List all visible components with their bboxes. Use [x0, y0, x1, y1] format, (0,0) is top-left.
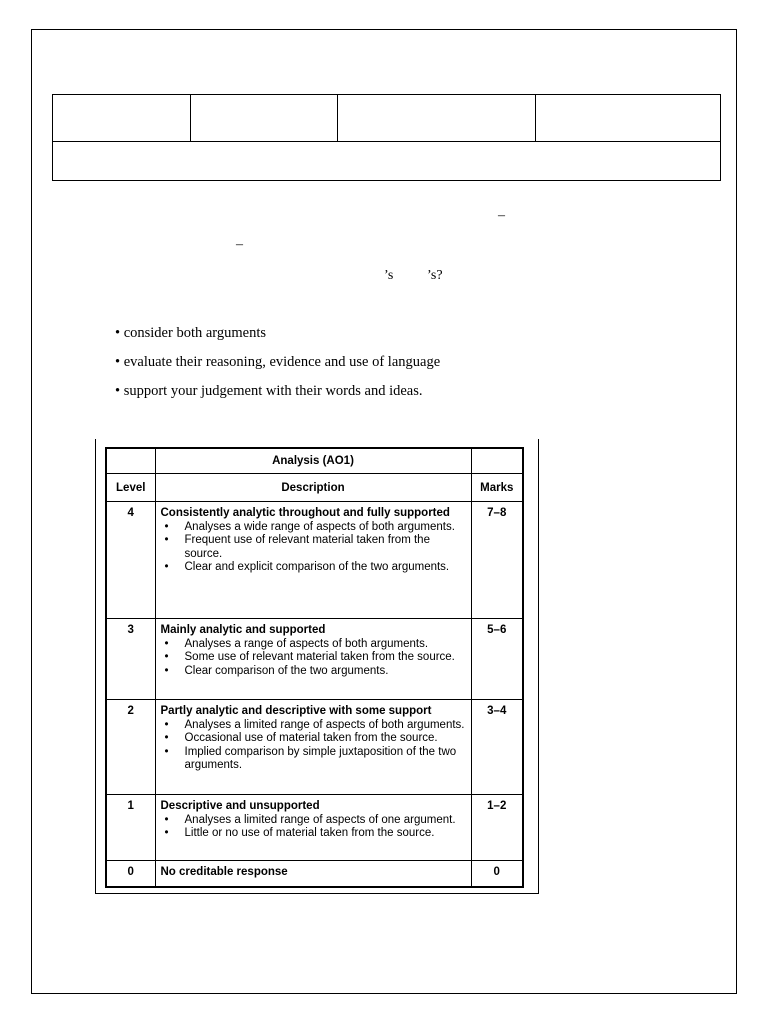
marks-cell: 5–6	[471, 619, 523, 700]
header-cell-3	[338, 95, 536, 142]
marks-cell: 3–4	[471, 700, 523, 795]
level-descriptor-title: Partly analytic and descriptive with some support	[160, 705, 432, 717]
table-row	[106, 502, 523, 619]
table-row	[106, 795, 523, 861]
level-cell: 3	[106, 619, 155, 700]
level-cell: 4	[106, 502, 155, 619]
table-title: Analysis (AO1)	[155, 448, 471, 474]
level-descriptor-title: Mainly analytic and supported	[160, 624, 326, 636]
blank-header-cell	[471, 448, 523, 474]
description-cell	[155, 619, 471, 700]
criteria-list	[161, 521, 467, 575]
mark-scheme-table	[105, 447, 524, 888]
header-cell-2	[191, 95, 338, 142]
criterion: • Little or no use of material taken from the source.	[185, 827, 467, 841]
criteria-list	[161, 719, 467, 773]
criteria-list	[161, 814, 467, 841]
question-possessive-2: ’s?	[427, 268, 443, 283]
criterion: • Analyses a wide range of aspects of both arguments.	[185, 521, 467, 535]
table-row	[106, 619, 523, 700]
level-cell: 2	[106, 700, 155, 795]
header-cell-4	[536, 95, 721, 142]
criterion: • Occasional use of material taken from the source.	[185, 732, 467, 746]
header-info-table	[52, 94, 721, 181]
criterion: • Clear comparison of the two arguments.	[185, 665, 467, 679]
mark-scheme-figure	[95, 439, 539, 895]
level-cell: 1	[106, 795, 155, 861]
figure-left-rule	[95, 439, 96, 893]
level-descriptor-title: Descriptive and unsupported	[160, 800, 320, 812]
marks-cell: 1–2	[471, 795, 523, 861]
marks-header: Marks	[471, 474, 523, 502]
instruction-item: • consider both arguments	[115, 325, 266, 341]
criterion: • Frequent use of relevant material taken from the source.	[185, 534, 467, 561]
criterion: • Analyses a limited range of aspects of both arguments.	[185, 719, 467, 733]
instruction-item: • evaluate their reasoning, evidence and use of language	[115, 354, 441, 370]
header-cell-1	[53, 95, 191, 142]
description-cell	[155, 502, 471, 619]
description-cell	[155, 700, 471, 795]
marks-cell: 7–8	[471, 502, 523, 619]
level-descriptor-title: Consistently analytic throughout and fully supported	[160, 507, 450, 519]
description-cell	[155, 795, 471, 861]
instruction-list	[115, 323, 440, 410]
figure-bottom-rule	[95, 893, 539, 894]
criterion: • Analyses a range of aspects of both arguments.	[185, 638, 467, 652]
criteria-list	[161, 638, 467, 679]
table-row	[106, 861, 523, 887]
question-dash-1: –	[498, 208, 505, 223]
criterion: • Some use of relevant material taken from the source.	[185, 651, 467, 665]
level-header: Level	[106, 474, 155, 502]
header-cell-wide	[53, 142, 721, 181]
question-dash-2: –	[236, 237, 243, 252]
figure-right-rule	[538, 439, 539, 893]
criterion: • Analyses a limited range of aspects of one argument.	[185, 814, 467, 828]
level-cell: 0	[106, 861, 155, 887]
instruction-item: • support your judgement with their words and ideas.	[115, 383, 423, 399]
question-possessive-1: ’s	[384, 268, 394, 283]
blank-header-cell	[106, 448, 155, 474]
criterion: • Clear and explicit comparison of the two arguments.	[185, 561, 467, 575]
description-header: Description	[155, 474, 471, 502]
criterion: • Implied comparison by simple juxtaposition of the two arguments.	[185, 746, 467, 773]
description-cell: No creditable response	[155, 861, 471, 887]
marks-cell: 0	[471, 861, 523, 887]
table-row	[106, 700, 523, 795]
